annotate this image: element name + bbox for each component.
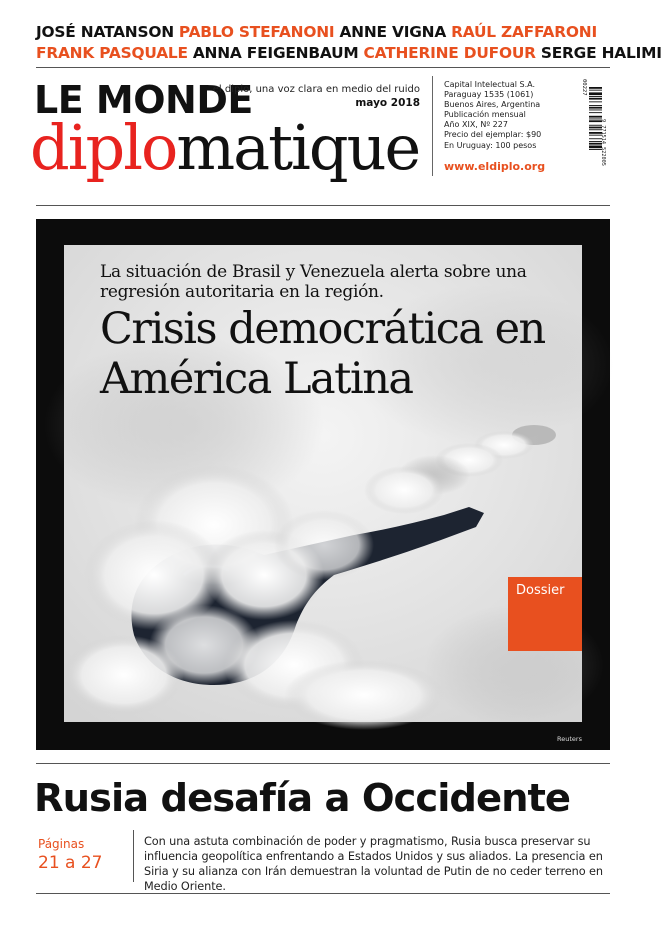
barcode-bar: [589, 96, 602, 97]
barcode-bar: [589, 107, 602, 109]
barcode-bar: [589, 92, 602, 95]
barcode-bar: [589, 105, 602, 106]
masthead-bottom-divider: [36, 205, 610, 206]
publisher-line: Capital Intelectual S.A.: [444, 80, 535, 89]
website-link[interactable]: www.eldiplo.org: [444, 160, 546, 173]
lead-divider: [133, 830, 134, 882]
lead-story-title[interactable]: Rusia desafía a Occidente: [34, 776, 570, 821]
author-name[interactable]: FRANK PASQUALE: [36, 44, 188, 62]
barcode-bar: [589, 110, 602, 111]
lead-story-summary: Con una astuta combinación de poder y pragmatismo, Rusia busca preservar su influencia geopolítica enfrentando a Estados Unidos y sus aliados. La presencia en Siria y su alianza con Irán demuestran la voluntad de Putin de no ceder terreno en Medio Oriente.: [144, 835, 603, 893]
author-name[interactable]: JOSÉ NATANSON: [36, 23, 174, 41]
author-name[interactable]: ANNE VIGNA: [339, 23, 447, 41]
author-name[interactable]: CATHERINE DUFOUR: [363, 44, 536, 62]
barcode-bar: [589, 98, 602, 100]
publisher-line: Paraguay 1535 (1061): [444, 90, 534, 100]
authors-strip: [36, 22, 662, 64]
masthead-divider: [432, 76, 433, 176]
logo-diplo-part: diplo: [30, 111, 177, 184]
top-divider: [36, 67, 610, 68]
publisher-line: Año XIX, Nº 227: [444, 120, 508, 130]
cover-headline[interactable]: Crisis democrática en América Latina: [100, 304, 545, 404]
publisher-line: Buenos Aires, Argentina: [444, 100, 541, 110]
barcode-bar: [589, 101, 602, 102]
barcode-number-bottom: 9 771514 522005: [600, 119, 606, 166]
cover-subhead: La situación de Brasil y Venezuela alerta sobre una regresión autoritaria en la región.: [100, 262, 527, 302]
barcode-number-top: 00227: [581, 79, 587, 96]
authors-line-2: [36, 43, 662, 64]
author-name[interactable]: ANNA FEIGENBAUM: [192, 44, 359, 62]
lead-top-divider: [36, 763, 610, 764]
logo-le-monde[interactable]: LE MONDE: [34, 78, 253, 122]
author-name[interactable]: SERGE HALIMI: [540, 44, 662, 62]
barcode-bar: [589, 90, 602, 91]
publisher-line: Publicación mensual: [444, 110, 526, 120]
photo-credit: Reuters: [557, 735, 582, 743]
logo-diplomatique[interactable]: [30, 113, 419, 183]
barcode-bar: [589, 87, 602, 89]
barcode-bar: [589, 116, 602, 118]
publisher-info: [444, 80, 541, 151]
issue-date: mayo 2018: [355, 97, 420, 109]
pages-range: 21 a 27: [38, 853, 103, 873]
barcode-bar: [589, 112, 602, 113]
barcode: [581, 79, 609, 178]
pages-label: Páginas: [38, 837, 85, 851]
authors-line-1: [36, 22, 616, 43]
publisher-line: Precio del ejemplar: $90: [444, 130, 542, 140]
tagline: el diplo, una voz clara en medio del ruido: [212, 84, 420, 95]
dossier-badge[interactable]: Dossier: [508, 577, 582, 651]
author-name[interactable]: RAÚL ZAFFARONI: [451, 23, 597, 41]
author-name[interactable]: PABLO STEFANONI: [178, 23, 335, 41]
logo-matique-part: matique: [176, 111, 420, 184]
publisher-line: En Uruguay: 100 pesos: [444, 140, 537, 150]
bottom-divider: [36, 893, 610, 894]
